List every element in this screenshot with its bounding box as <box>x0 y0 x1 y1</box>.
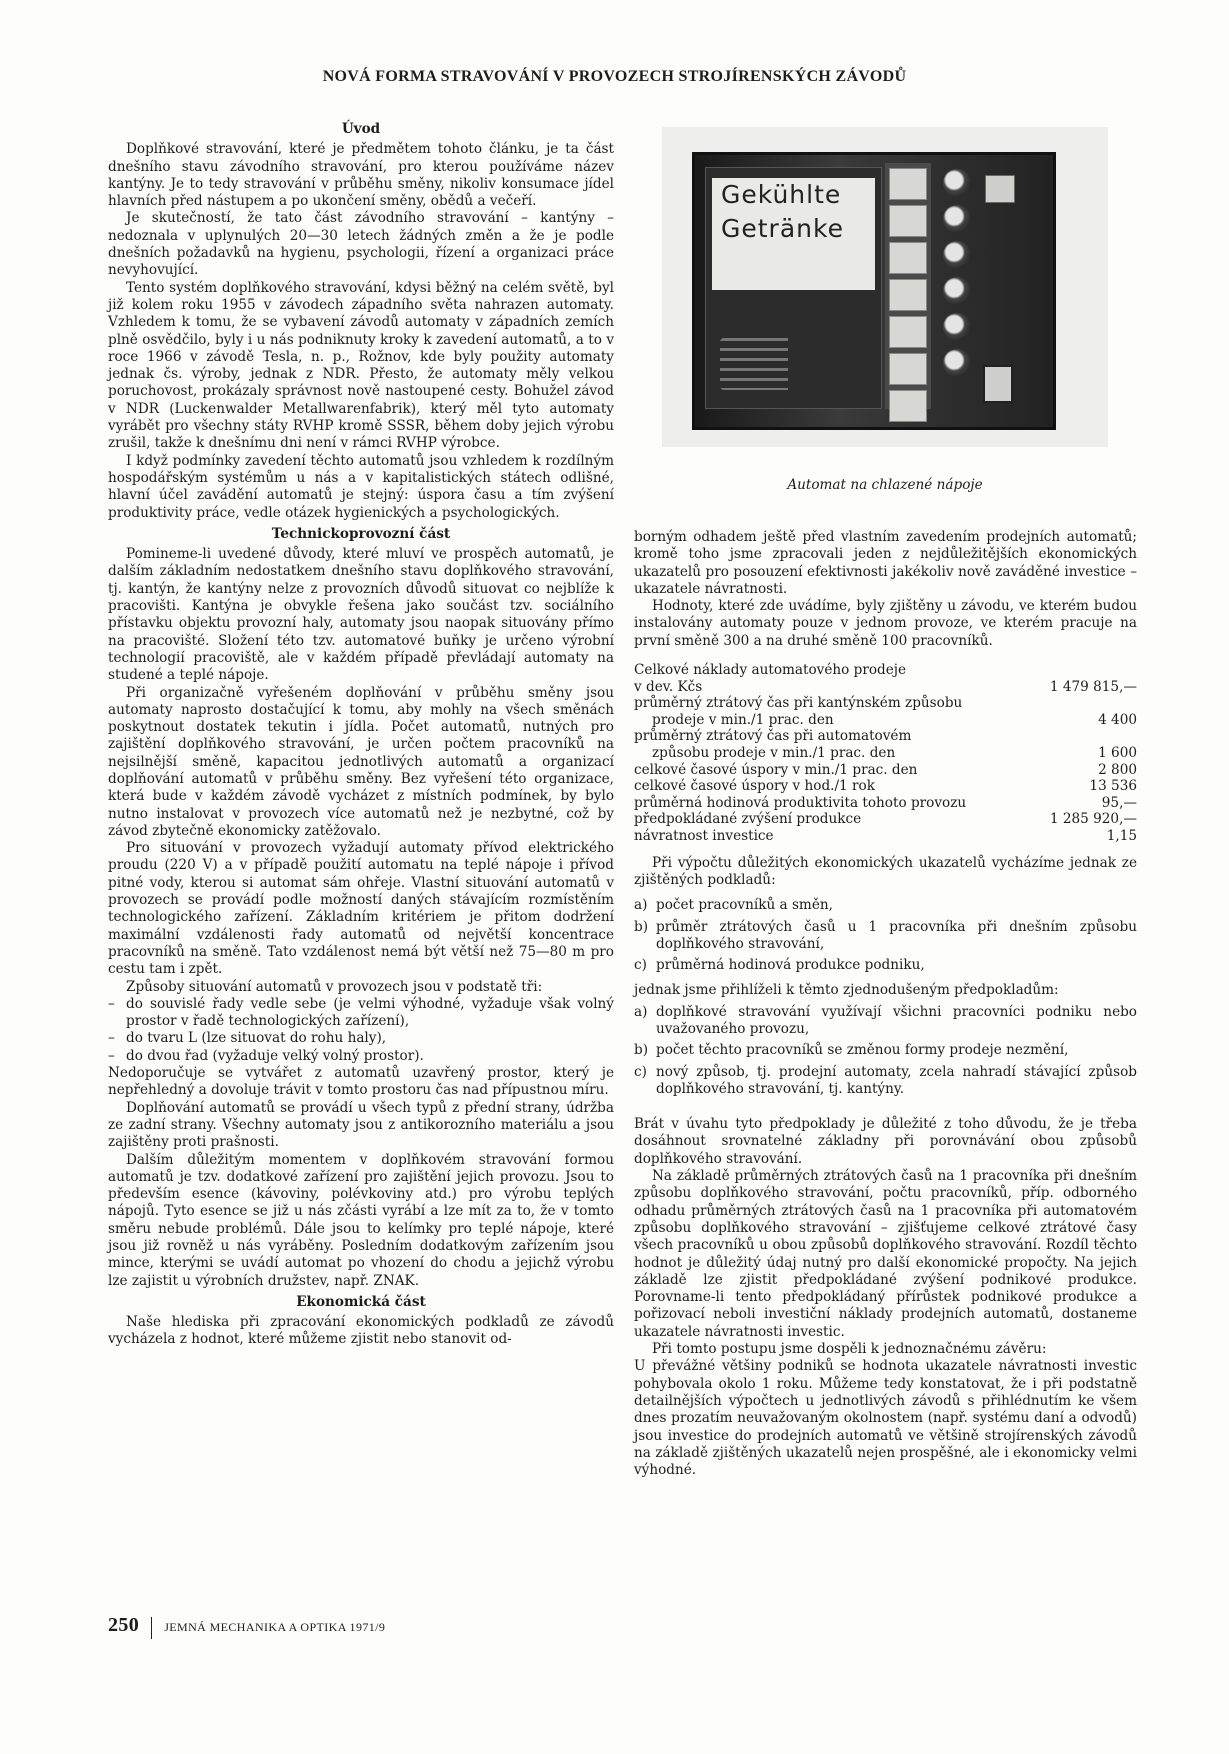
table-value: 1 479 815,— <box>1049 678 1137 695</box>
table-value <box>1023 695 1137 712</box>
paragraph: Nedoporučuje se vytvářet z automatů uzavřený prostor, který je nepřehledný a dovoluje trávit v tomto prostoru čas nad přípustnou míru. <box>108 1065 614 1099</box>
table-value: 1 600 <box>1098 745 1137 762</box>
section-heading-ekonomicka: Ekonomická část <box>296 1293 426 1310</box>
table-row <box>634 712 1137 729</box>
table-value: 13 536 <box>1089 778 1137 795</box>
table-value: 4 400 <box>1098 711 1137 728</box>
list-item: c) nový způsob, tj. prodejní automaty, zcela nahradí stávající způsob doplňkového stravování, tj. kantýny. <box>634 1063 1137 1097</box>
product-window <box>889 168 927 200</box>
table-label: průměrný ztrátový čas při kantýnském způsobu <box>634 695 963 712</box>
sign-line-2: Getränke <box>721 214 844 243</box>
table-label: Celkové náklady automatového prodeje <box>634 662 907 679</box>
paragraph: Hodnoty, které zde uvádíme, byly zjištěny u závodu, ve kterém budou instalovány automaty pouze v jednom provoze, ve kterém pracuje na první směně 300 a na druhé směně 100 pracovníků. <box>634 598 1137 649</box>
list-item: a) počet pracovníků a směn, <box>634 897 833 914</box>
table-row <box>634 762 1137 779</box>
paragraph: Při tomto postupu jsme dospěli k jednoznačnému závěru: <box>652 1341 1047 1358</box>
table-label: prodeje v min./1 prac. den <box>652 711 834 728</box>
table-label: celkové časové úspory v min./1 prac. den <box>634 761 918 778</box>
product-window <box>889 316 927 348</box>
paragraph: Dalším důležitým momentem v doplňkovém stravování formou automatů je tzv. dodatkové zařízení pro zajištění jejich provozu. Jsou to především esence (kávoviny, polévkoviny atd.) pro výrobu teplých nápojů. Tyto esence se již u nás zčásti vyrábí a lze mít za to, že v tomto směru nebude problémů. Dále jsou to kelímky pro teplé nápoje, které jsou již rovněž u nás vyráběny. Posledním dodatkovým zařízením jsou mince, kterými se uvádí automat po vhození do chodu a jejichž výrobu lze zajistit u výrobních družstev, např. ZNAK. <box>108 1151 614 1289</box>
table-row <box>634 811 1137 828</box>
table-value: 2 800 <box>1098 761 1137 778</box>
assumption-list <box>634 1004 1137 1098</box>
selector-knob <box>943 241 971 269</box>
table-label: průměrný ztrátový čas při automatovém <box>634 728 912 745</box>
selector-knob <box>943 349 971 377</box>
paragraph: jednak jsme přihlíželi k těmto zjednodušeným předpokladům: <box>634 982 1059 999</box>
table-row <box>634 745 1137 762</box>
paragraph: Doplňování automatů se provádí u všech typů z přední strany, údržba ze zadní strany. Všechny automaty jsou z antikorozního materiálu a jsou zajištěny proti prašnosti. <box>108 1099 614 1151</box>
article-title: NOVÁ FORMA STRAVOVÁNÍ V PROVOZECH STROJÍRENSKÝCH ZÁVODŮ <box>322 68 907 85</box>
source-list <box>634 897 1137 974</box>
table-row <box>634 778 1137 795</box>
table-label: celkové časové úspory v hod./1 rok <box>634 778 875 795</box>
list-item: c) průměrná hodinová produkce podniku, <box>634 957 925 974</box>
paragraph: Doplňkové stravování, které je předmětem tohoto článku, je ta část dnešního stavu závodního stravování, pro kterou používáme název kantýny. Je to tedy stravování v průběhu směny, nikoliv konsumace jídel hlavních před nástupem a po ukončení směny, obědů a večeří. <box>108 141 614 210</box>
paragraph: Je skutečností, že tato část závodního stravování – kantýny – nedoznala v uplynulých 20—30 letech žádných změn a že je podle dnešních požadavků na hygienu, psychologii, řízení a organizaci práce nevyhovující. <box>108 210 614 279</box>
dash-list-item: – do tvaru L (lze situovat do rohu haly), <box>108 1030 614 1047</box>
table-row <box>634 828 1137 845</box>
vending-machine-photo <box>662 127 1108 447</box>
economic-table <box>634 662 1137 845</box>
journal-name: JEMNÁ MECHANIKA A OPTIKA 1971/9 <box>164 1620 386 1634</box>
section-heading-technickoprovozni: Technickoprovozní část <box>271 525 451 542</box>
paragraph: Brát v úvahu tyto předpoklady je důležité z toho důvodu, že je třeba dosáhnout srovnatelné základny při porovnávání obou způsobů doplňkového stravování. <box>634 1116 1137 1167</box>
product-window <box>889 279 927 311</box>
paragraph: Naše hlediska při zpracování ekonomických podkladů ze závodů vycházela z hodnot, které můžeme zjistit nebo stanovit od- <box>108 1314 614 1348</box>
table-row <box>634 695 1137 712</box>
paragraph: Pro situování v provozech vyžadují automaty přívod elektrického proudu (220 V) a v případě použití automatu na teplé nápoje i přívod pitné vody, kterou si automat sám ohřeje. Vlastní situování automatů v provozech se provádí podle možností daných stávajícím rozmístěním technologického zařízení. Základním kritériem je přitom dodržení maximální vzdálenosti řady automatů od největší koncentrace pracovníků na směně. Tato vzdálenost nemá být větší než 75—80 m pro cestu tam i zpět. <box>108 840 614 978</box>
paragraph: U převážné většiny podniků se hodnota ukazatele návratnosti investic pohybovala okolo 1 roku. Můžeme tedy konstatovat, že i při podstatně detailnějších výpočtech u jednotlivých závodů s přihlédnutím ke všem dnes prozatím neuvažovaným okolnostem (např. systému daní a odvodů) jsou investice do prodejních automatů ve většině strojírenských závodů na základě zjištěných ukazatelů nejen prospěšné, ale i ekonomicky velmi výhodné. <box>634 1358 1137 1479</box>
table-row <box>634 679 1137 696</box>
paragraph: borným odhadem ještě před vlastním zavedením prodejních automatů; kromě toho jsme zpracovali jeden z nejdůležitějších ekonomických ukazatelů pro posouzení efektivnosti jakékoliv nově zaváděné investice – ukazatele návratnosti. <box>634 529 1137 597</box>
table-value: 95,— <box>1101 794 1137 811</box>
dispenser-opening <box>983 365 1013 403</box>
product-window <box>889 353 927 385</box>
left-column <box>108 117 614 1349</box>
dash-list-item: – do souvislé řady vedle sebe (je velmi výhodné, vyžaduje však volný prostor v řadě technologických zařízení), <box>108 996 614 1031</box>
product-window <box>889 242 927 274</box>
product-window <box>889 390 927 422</box>
paragraph: Tento systém doplňkového stravování, kdysi běžný na celém světě, byl již kolem roku 1955 v závodech západního světa nahrazen automaty. Vzhledem k tomu, že se vybavení závodů automaty v západních zemích plně osvědčilo, byly i u nás podniknuty kroky k zavedení automatů, a to v roce 1966 v závodě Tesla, n. p., Rožnov, kde byly použity automaty jednak čs. výroby, jednak z NDR. Přesto, že automaty měly velkou poruchovost, prokázaly správnost nově nastoupené cesty. Bohužel závod v NDR (Luckenwalder Metallwarenfabrik), který měl tyto automaty vyrábět pro všechny státy RVHP kromě SSSR, během doby jejich výrobu zrušil, takže k dnešnímu dni není v rámci RVHP výrobce. <box>108 279 614 452</box>
table-label: návratnost investice <box>634 828 774 845</box>
paragraph: I když podmínky zavedení těchto automatů jsou vzhledem k rozdílným hospodářským systémům u nás a v kapitalistických státech odlišné, hlavní účel zavádění automatů je stejný: úspora času a tím zvýšení produktivity práce, vedle otázek hygienických a psychologických. <box>108 452 614 521</box>
machine-front-panel <box>705 167 882 409</box>
section-heading-uvod: Úvod <box>341 121 381 137</box>
coin-slot <box>985 175 1015 203</box>
page-footer <box>108 1614 385 1639</box>
list-item: b) průměr ztrátových časů u 1 pracovníka při dnešním způsobu doplňkového stravování, <box>634 918 1137 952</box>
page-number: 250 <box>108 1614 140 1636</box>
table-row <box>634 728 1137 745</box>
selector-knob <box>943 205 971 233</box>
right-column <box>634 529 1137 1479</box>
dash-list-item: – do dvou řad (vyžaduje velký volný prostor). <box>108 1048 614 1065</box>
table-label: předpokládané zvýšení produkce <box>634 811 862 828</box>
product-window <box>889 205 927 237</box>
figure-caption: Automat na chlazené nápoje <box>787 477 983 493</box>
table-label: průměrná hodinová produktivita tohoto provozu <box>634 794 967 811</box>
vending-machine-illustration <box>692 152 1056 430</box>
list-item: b) počet těchto pracovníků se změnou formy prodeje nezmění, <box>634 1042 1069 1059</box>
selector-knob-column <box>939 169 975 385</box>
list-item: a) doplňkové stravování využívají všichni pracovníci podniku nebo uvažovaného provozu, <box>634 1003 1137 1037</box>
selector-knob <box>943 277 971 305</box>
table-row <box>634 795 1137 812</box>
paragraph: Při organizačně vyřešeném doplňování v průběhu směny jsou automaty naprosto dostačující k tomu, aby mohly na všech směnách poskytnout dostatek tekutin i jídla. Počet automatů, nutných pro zajištění doplňkového stravování, je určen počtem pracovníků na nejsilnější směně, kapacitou jednotlivých automatů a organizací doplňování automatů v průběhu směny. Bez vyřešení této organizace, která bude v každém závodě vycházet z místních podmínek, by bylo nutno instalovat v provozech více automatů než je nezbytné, což by závod zbytečně ekonomicky zatěžovalo. <box>108 684 614 839</box>
machine-sign <box>712 178 875 290</box>
paragraph: Pomineme-li uvedené důvody, které mluví ve prospěch automatů, je dalším základním nedostatkem dnešního stavu doplňkového stravování, tj. kantýn, že kantýny nelze z provozních důvodů situovat co nejblíže k pracovišti. Kantýna je obvykle řešena jako součást tzv. sociálního přístavku objektu provozní haly, automaty jsou naopak situovány přímo na pracovišté. Složení této tzv. automatové buňky je určeno výrobní technologií pracoviště, ale v každém případě převládají automaty na studené a teplé nápoje. <box>108 546 614 684</box>
paragraph: Při výpočtu důležitých ekonomických ukazatelů vycházíme jednak ze zjištěných podkladů: <box>634 854 1137 888</box>
table-row <box>634 662 1137 679</box>
table-label: způsobu prodeje v min./1 prac. den <box>652 745 896 762</box>
paragraph: Na základě průměrných ztrátových časů na 1 pracovníka při dnešním způsobu doplňkového stravování, počtu pracovníků, příp. odborného odhadu průměrných ztrátových časů na 1 pracovníka při automatovém způsobu doplňkového stravování – zjišťujeme celkové ztrátové časy všech pracovníků u obou způsobů doplňkového stravování. Rozdíl těchto hodnot je důležitý údaj nutný pro další ekonomické propočty. Na jejich základě lze zjistit předpokládané zvýšení podnikové produkce. Porovname-li tento předpokládaný přírůstek podnikové produkce a pořizovací neboli investiční náklady prodejních automatů, dostaneme ukazatele návratnosti investic. <box>634 1168 1137 1340</box>
paragraph: Způsoby situování automatů v provozech jsou v podstatě tři: <box>126 978 543 995</box>
ventilation-grille <box>720 338 788 390</box>
footer-divider <box>151 1617 152 1639</box>
sign-line-1: Gekühlte <box>721 180 842 209</box>
table-value <box>1023 728 1137 745</box>
table-value: 1 285 920,— <box>1049 811 1137 828</box>
table-value <box>1023 662 1137 679</box>
table-label: v dev. Kčs <box>634 678 703 695</box>
product-window-column <box>885 163 931 409</box>
selector-knob <box>943 313 971 341</box>
selector-knob <box>943 169 971 197</box>
table-value: 1,15 <box>1106 828 1137 845</box>
